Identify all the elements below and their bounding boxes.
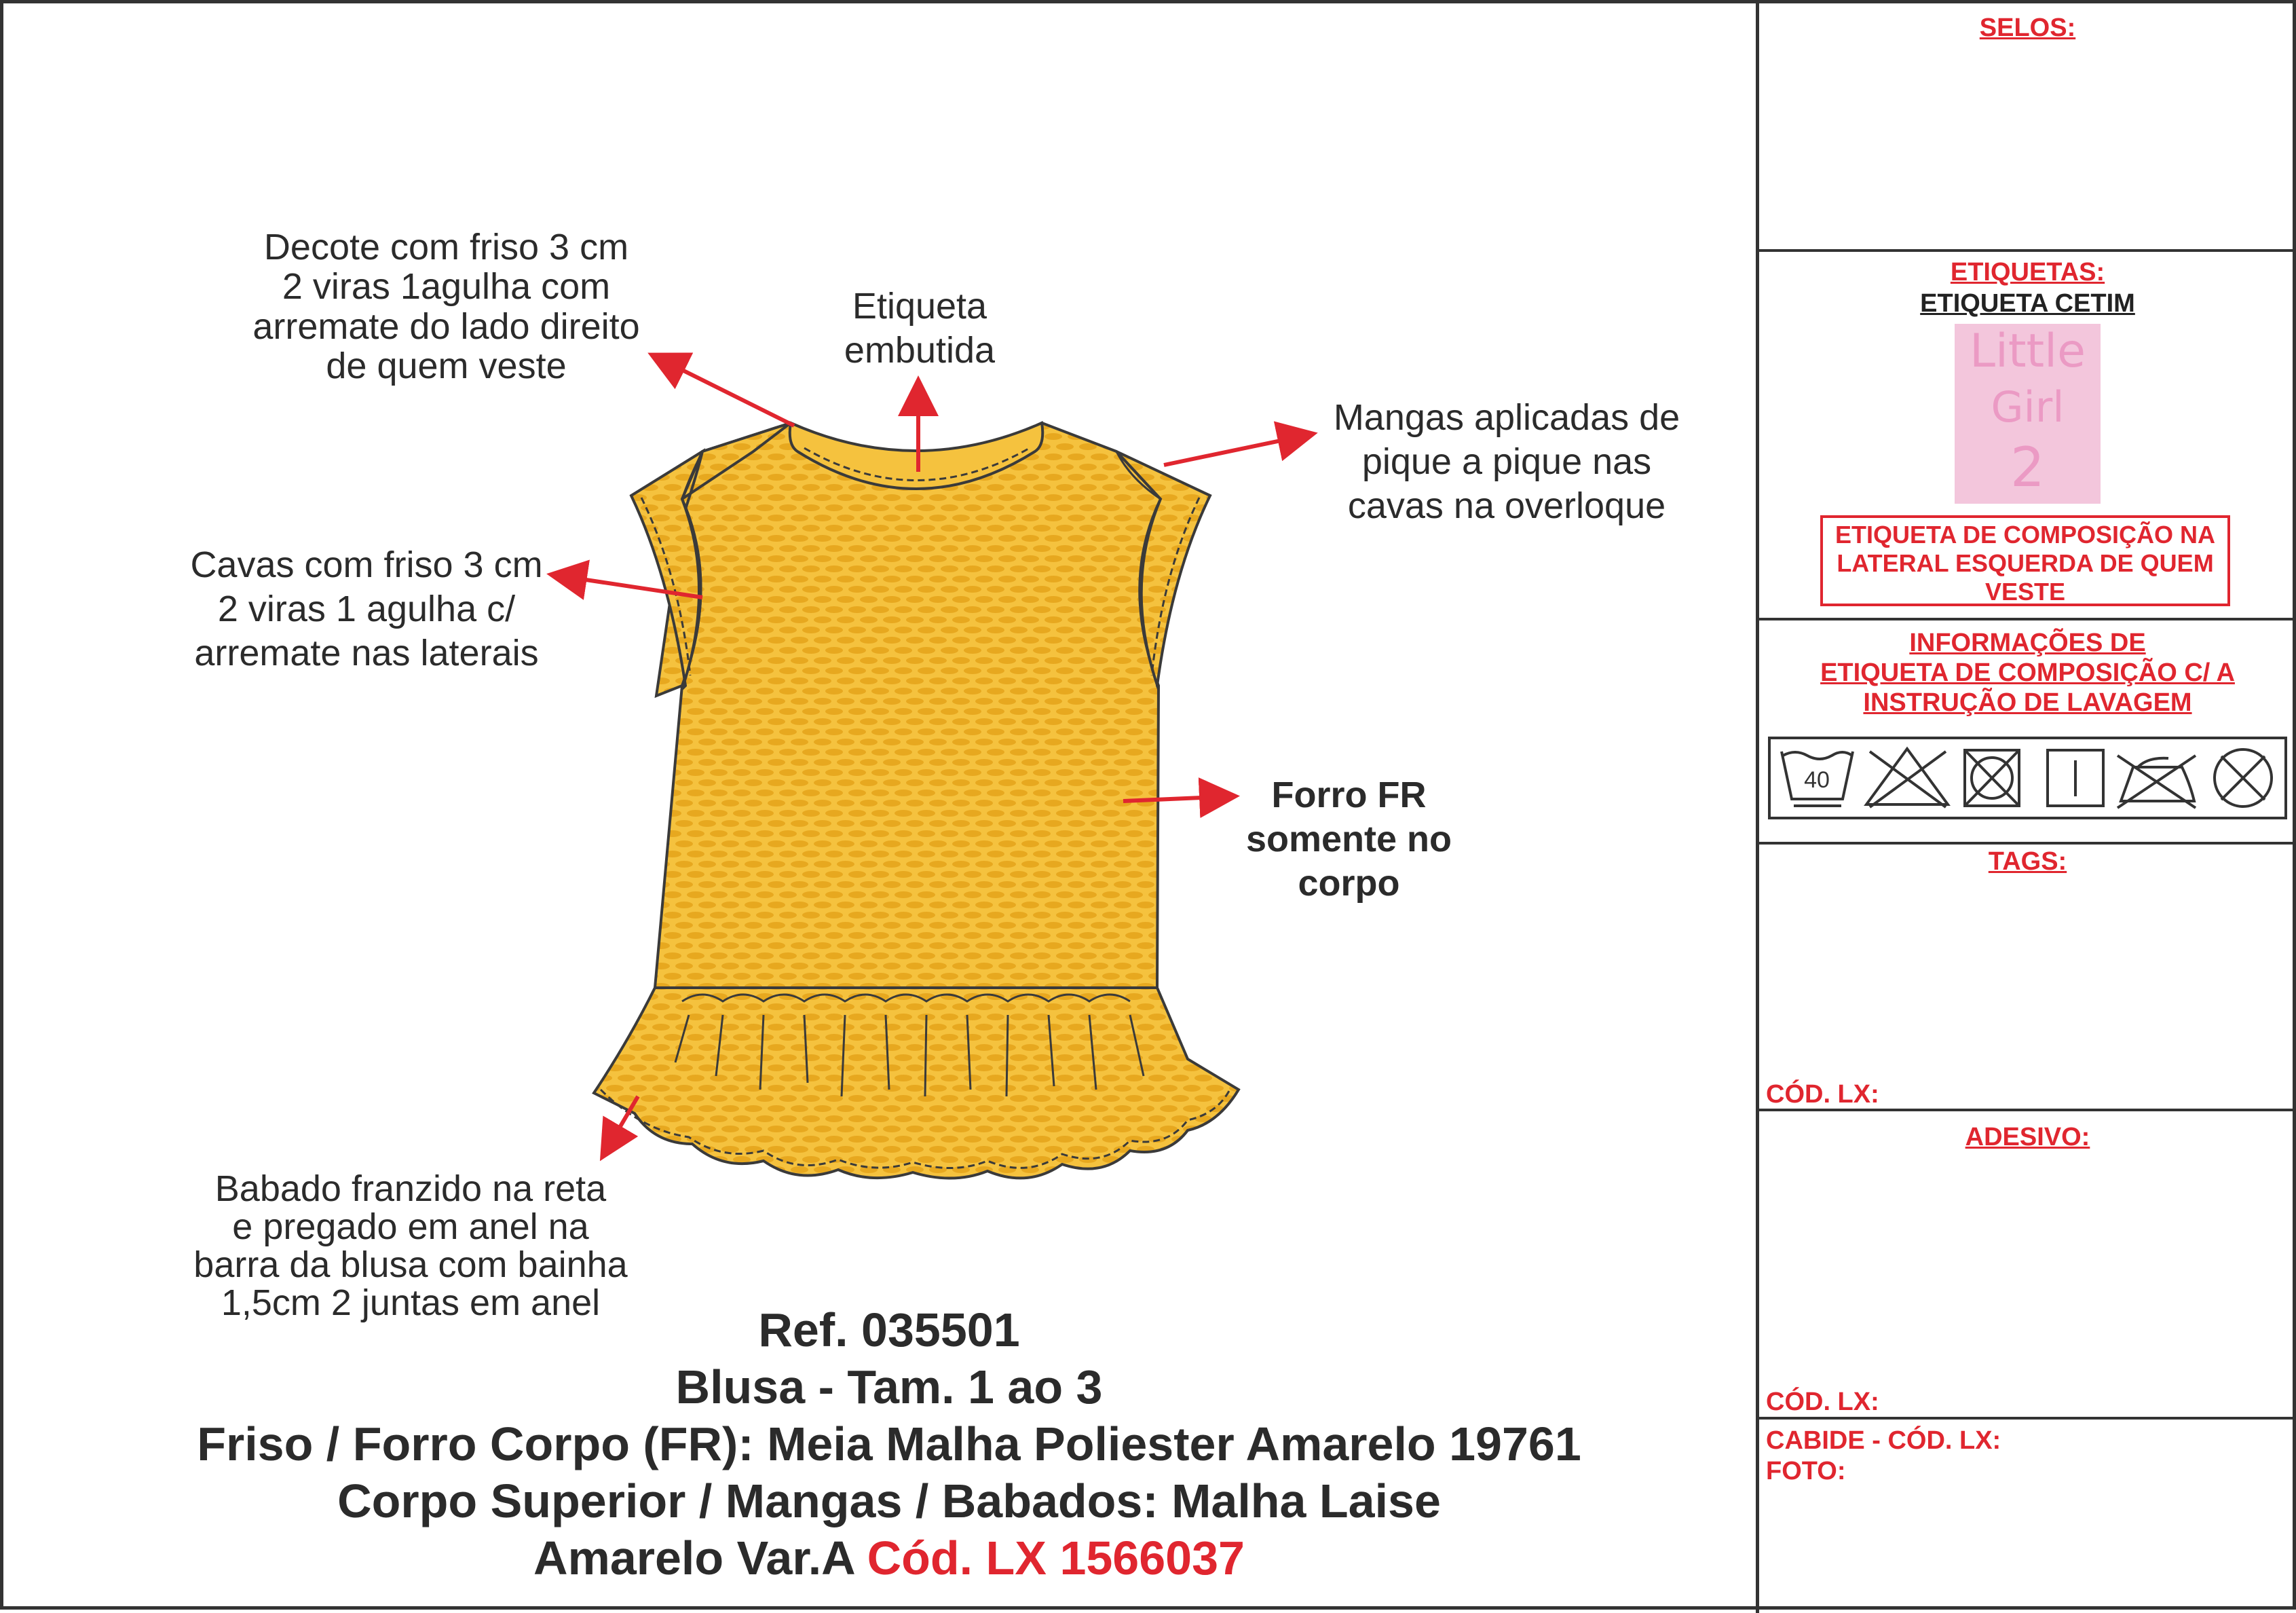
lx-code: Cód. LX 1566037 xyxy=(867,1532,1245,1584)
foto-label: FOTO: xyxy=(1766,1457,1846,1485)
no-bleach-icon xyxy=(1866,749,1948,807)
adesivo-title: ADESIVO: xyxy=(1965,1123,2090,1151)
note-sleeves: Mangas aplicadas de pique a pique nas cavas na overloque xyxy=(1333,397,1680,526)
care-symbols xyxy=(1768,737,2287,819)
ref-number: Ref. 035501 xyxy=(758,1303,1020,1356)
note-neckline: Decote com friso 3 cm 2 viras 1agulha com arremate do lado direito de quem veste xyxy=(252,227,640,386)
color-name: Amarelo Var.A xyxy=(533,1532,867,1584)
line-dry-icon xyxy=(2048,750,2103,806)
etiqueta-cetim: ETIQUETA CETIM xyxy=(1920,289,2135,318)
no-dry-clean-icon xyxy=(2215,749,2272,806)
panel-divider xyxy=(1756,3,1759,1613)
blouse-body xyxy=(655,423,1161,988)
svg-text:40: 40 xyxy=(1804,767,1830,793)
arrow-sleeves xyxy=(1164,434,1310,465)
note-lining: Forro FR somente no corpo xyxy=(1245,775,1452,904)
arrow-neckline xyxy=(655,356,794,426)
etiquetas-title: ETIQUETAS: xyxy=(1950,258,2105,286)
note-embedded-label: Etiqueta embutida xyxy=(844,286,996,371)
note-armholes: Cavas com friso 3 cm 2 viras 1 agulha c/ arremate nas laterais xyxy=(190,544,543,673)
note-ruffle: Babado franzido na reta e pregado em anel na barra da blusa com bainha 1,5cm 2 juntas em anel xyxy=(193,1168,628,1324)
no-iron-icon xyxy=(2118,756,2196,808)
composition-label-box: ETIQUETA DE COMPOSIÇÃO NA LATERAL ESQUERDA DE QUEM VESTE xyxy=(1820,515,2230,606)
adesivo-code-label: CÓD. LX: xyxy=(1766,1388,1879,1416)
no-tumble-dry-icon xyxy=(1965,750,2019,806)
color-line xyxy=(85,1529,1693,1587)
tags-title: TAGS: xyxy=(1988,847,2067,876)
satin-label: Little Girl 2 xyxy=(1955,324,2101,504)
tags-code-label: CÓD. LX: xyxy=(1766,1080,1879,1109)
product-name: Blusa - Tam. 1 ao 3 xyxy=(675,1360,1103,1413)
info-title: INFORMAÇÕES DE ETIQUETA DE COMPOSIÇÃO C/ A INSTRUÇÃO DE LAVAGEM xyxy=(1820,629,2235,717)
reference-block xyxy=(85,1301,1693,1587)
ruffle xyxy=(594,988,1239,1179)
fabric-line-2: Corpo Superior / Mangas / Babados: Malha Laise xyxy=(337,1475,1441,1527)
selos-title: SELOS: xyxy=(1979,14,2076,42)
fabric-line-1: Friso / Forro Corpo (FR): Meia Malha Poliester Amarelo 19761 xyxy=(197,1417,1581,1470)
cabide-code-label: CABIDE - CÓD. LX: xyxy=(1766,1426,2001,1455)
